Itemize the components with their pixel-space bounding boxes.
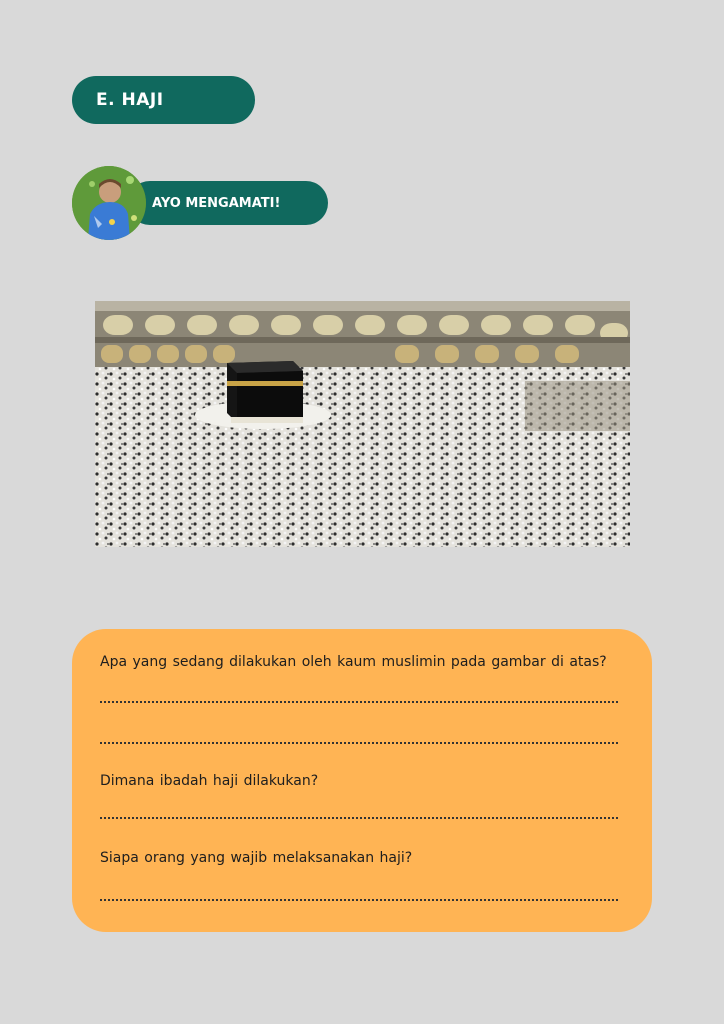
question-1: Apa yang sedang dilakukan oleh kaum muslimin pada gambar di atas? bbox=[100, 654, 607, 670]
activity-label-pill bbox=[128, 181, 328, 225]
kaaba-masjid-al-haram-photo bbox=[95, 301, 630, 547]
child-observing-avatar bbox=[72, 166, 146, 240]
avatar-illustration bbox=[72, 166, 146, 240]
question-box bbox=[72, 629, 652, 932]
question-2: Dimana ibadah haji dilakukan? bbox=[100, 773, 319, 789]
question-3: Siapa orang yang wajib melaksanakan haji? bbox=[100, 850, 413, 866]
answer-line-1b[interactable] bbox=[100, 742, 618, 744]
answer-line-3[interactable] bbox=[100, 899, 618, 901]
section-title: E. HAJI bbox=[96, 90, 164, 110]
section-title-pill bbox=[72, 76, 255, 124]
activity-label: AYO MENGAMATI! bbox=[152, 195, 281, 211]
answer-line-2[interactable] bbox=[100, 817, 618, 819]
answer-line-1a[interactable] bbox=[100, 701, 618, 703]
photo-illustration bbox=[95, 301, 630, 547]
